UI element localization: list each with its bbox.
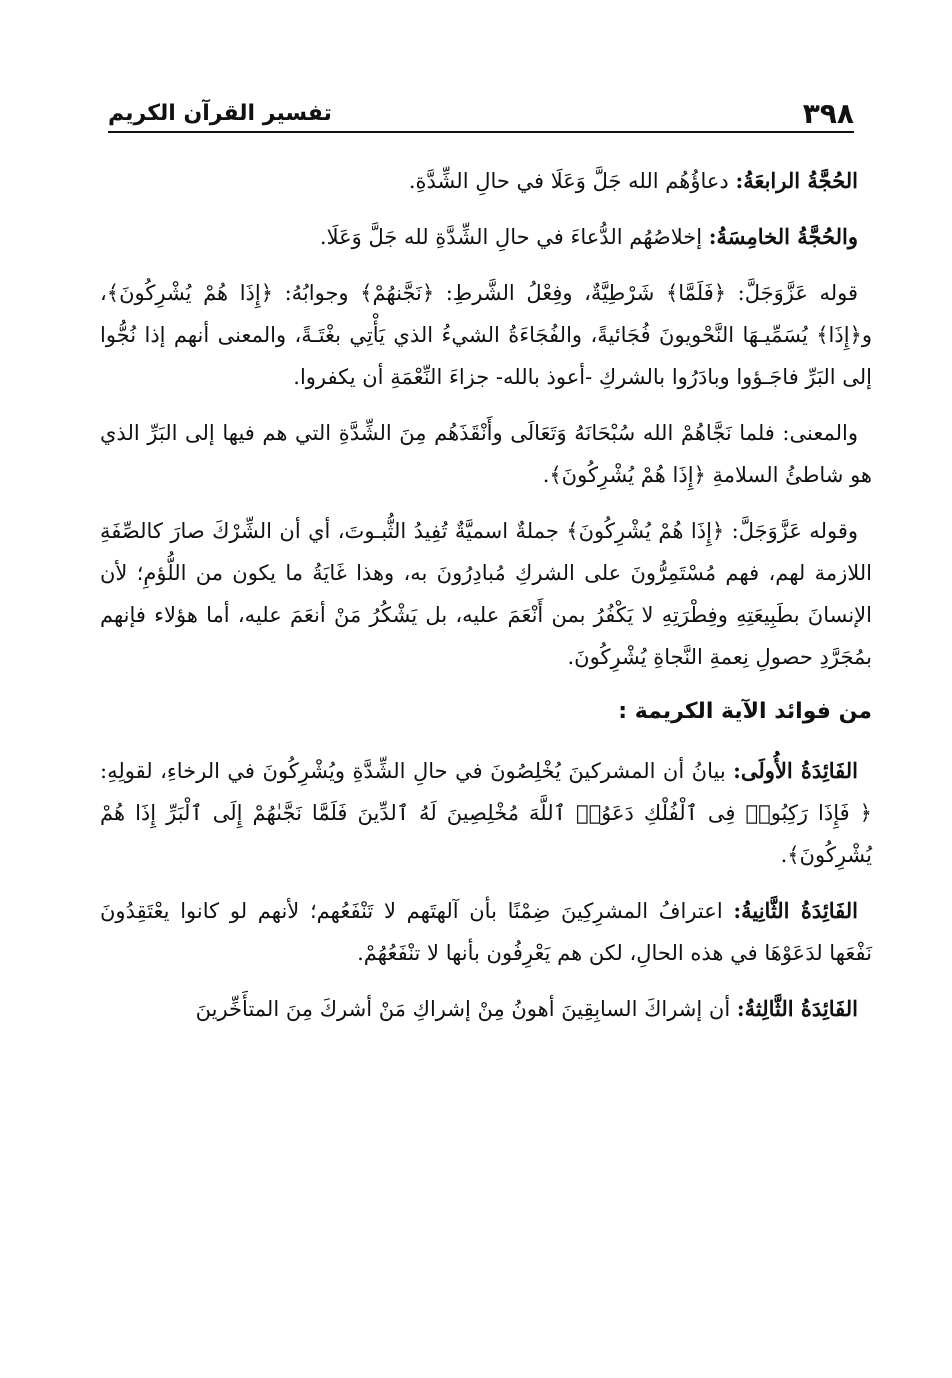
benefit-paragraph bbox=[100, 988, 872, 1030]
paragraph-text: دعاؤُهُم الله جَلَّ وَعَلَا في حالِ الشِّدَّةِ. bbox=[408, 169, 736, 193]
benefit-lead: الفَائِدَةُ الثَّالِثةُ: bbox=[736, 996, 858, 1021]
benefit-text: اعترافُ المشرِكِينَ ضِمْنًا بأن آلهتَهم لا تَنْفَعُهم؛ لأنهم لو كانوا يعْتَقِدُونَ نَفْعَها لدَعَوْهَا في هذه الحالِ، لكن هم يَعْرِفُون بأنها لا تنْفَعُهُمْ. bbox=[100, 899, 872, 965]
paragraph-text: وقوله عَزَّوَجَلَّ: ﴿إِذَا هُمْ يُشْرِكُونَ﴾ جملةٌ اسميَّةٌ تُفِيدُ الثُّبـوتَ، أي أن الشِّرْكَ صارَ كالصِّفَةِ اللازمة لهم، فهم مُسْتَمِرُّونَ على الشركِ مُبادِرُونَ به، وهذا غَايَةُ ما يكون من اللُّؤمِ؛ لأن الإنسانَ بطَبِيعَتِهِ وفِطْرَتِهِ لا يَكْفُرُ بمن أَنْعَمَ عليه، بل يَشْكُرُ مَنْ أنعَمَ عليه، أما هؤلاء فإنهم بمُجَرَّدِ حصولِ نِعمةِ النَّجاةِ يُشْرِكُونَ. bbox=[100, 519, 872, 669]
benefit-lead: الفَائِدَةُ الثَّانِيةُ: bbox=[733, 898, 858, 923]
benefit-paragraph bbox=[100, 890, 872, 974]
paragraph bbox=[100, 510, 872, 678]
benefit-text: بيانُ أن المشركينَ يُخْلِصُونَ في حالِ الشِّدَّةِ ويُشْرِكُونَ في الرخاءِ، لقولِهِ: ﴿ فَإِذَا رَكِبُوا۟ فِى ٱلْفُلْكِ دَعَوُا۟ ٱللَّهَ مُخْلِصِينَ لَهُ ٱلدِّينَ فَلَمَّا نَجَّىٰهُمْ إِلَى ٱلْبَرِّ إِذَا هُمْ يُشْرِكُونَ﴾. bbox=[100, 759, 872, 867]
header-divider bbox=[108, 131, 854, 133]
paragraph-lead: والحُجَّةُ الخامِسَةُ: bbox=[708, 224, 858, 249]
book-title: تفسير القرآن الكريم bbox=[108, 101, 332, 126]
page-number: ٣٩٨ bbox=[802, 97, 854, 130]
benefit-text: أن إشراكَ السابِقِينَ أهونُ مِنْ إشراكِ مَنْ أشركَ مِنَ المتأَخِّرينَ bbox=[195, 997, 737, 1021]
paragraph-text: إخلاصُهُم الدُّعاءَ في حالِ الشِّدَّةِ لله جَلَّ وَعَلَا. bbox=[319, 225, 709, 249]
paragraph bbox=[100, 216, 872, 258]
page-body bbox=[100, 160, 872, 1044]
page-header bbox=[108, 88, 854, 130]
paragraph bbox=[100, 272, 872, 398]
paragraph bbox=[100, 160, 872, 202]
paragraph bbox=[100, 412, 872, 496]
benefit-paragraph bbox=[100, 750, 872, 876]
section-heading: من فوائد الآية الكريمة : bbox=[618, 699, 872, 724]
benefit-lead: الفَائِدَةُ الأُولَى: bbox=[733, 758, 859, 783]
paragraph-text: والمعنى: فلما نَجَّاهُمْ الله سُبْحَانَهُ وَتَعَالَى وأَنْقَذَهُم مِنَ الشِّدَّةِ التي هم فيها إلى البَرِّ الذي هو شاطئُ السلامةِ ﴿إِذَا هُمْ يُشْرِكُونَ﴾. bbox=[100, 421, 872, 487]
paragraph-text: قوله عَزَّوَجَلَّ: ﴿فَلَمَّا﴾ شَرْطِيَّةٌ، وفِعْلُ الشَّرطِ: ﴿نَجَّنهُمْ﴾ وجوابُهُ: ﴿إِذَا هُمْ يُشْرِكُونَ﴾، و﴿إِذَا﴾ يُسَمِّيـهَا النَّحْويونَ فُجَائيةً، والفُجَاءَةُ الشيءُ الذي يَأْتِي بغْتَـةً، والمعنى أنهم إذا نُجُّوا إلى البَرِّ فاجَـؤوا وبادَرُوا بالشركِ -أعوذ بالله- جزاءَ النِّعْمَةِ أن يكفروا. bbox=[100, 281, 872, 389]
paragraph-lead: الحُجَّةُ الرابعَةُ: bbox=[735, 168, 858, 193]
